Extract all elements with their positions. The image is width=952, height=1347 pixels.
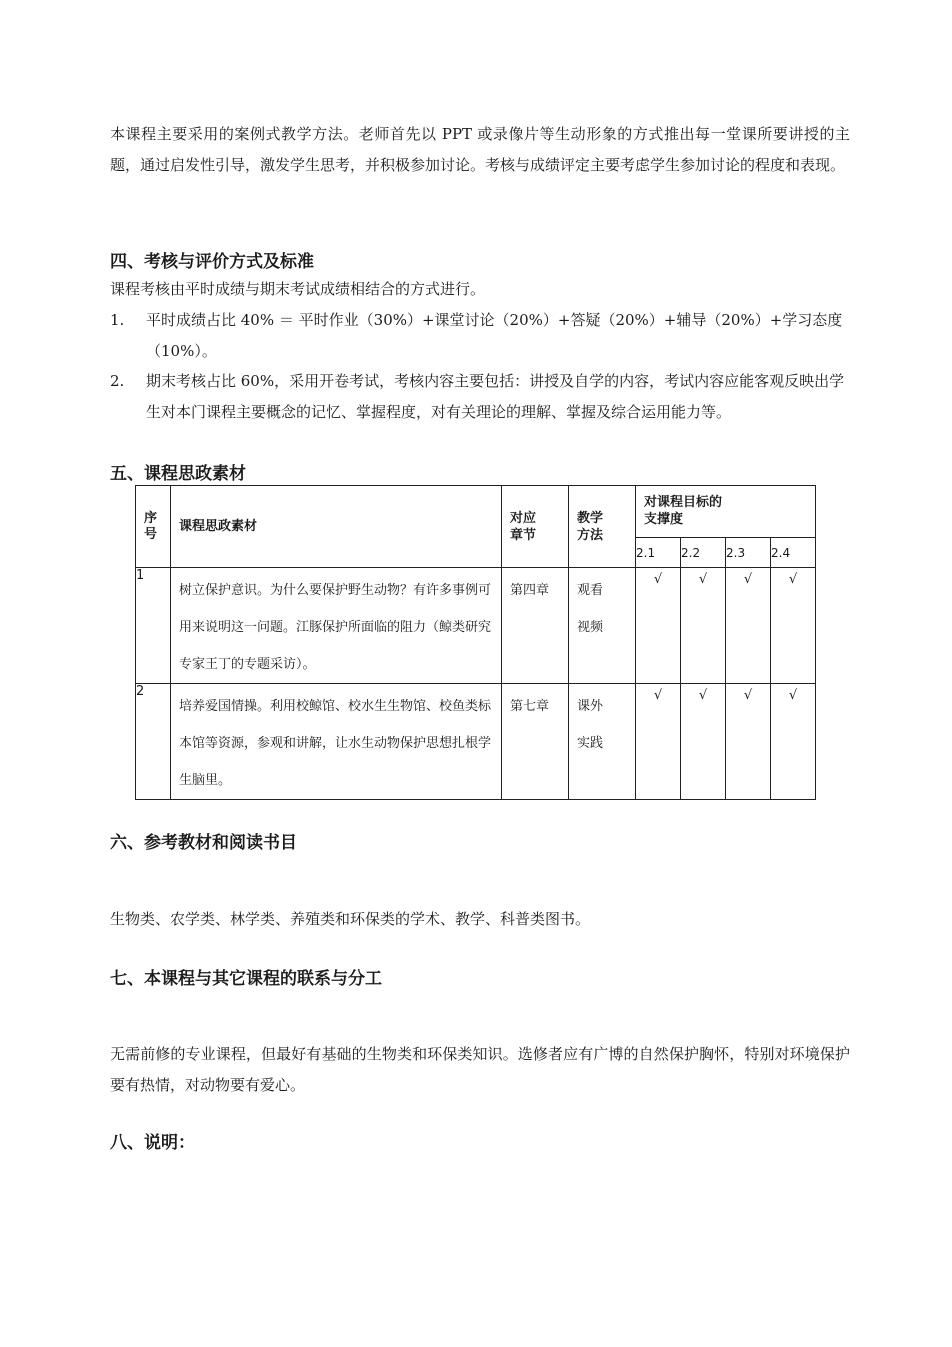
row-chapter: 第七章 (502, 684, 569, 800)
header-material: 课程思政素材 (171, 486, 502, 568)
header-method: 教学方法 (569, 486, 636, 568)
goal-header-2-1: 2.1 (636, 538, 681, 568)
ideology-materials-table (135, 485, 816, 800)
section6-text: 生物类、农学类、林学类、养殖类和环保类的学术、教学、科普类图书。 (110, 910, 591, 928)
assessment-item-1 (110, 305, 850, 367)
row-num: 1 (136, 568, 171, 684)
section5-heading: 五、课程思政素材 (110, 464, 246, 484)
goal-header-2-2: 2.2 (681, 538, 726, 568)
section6-heading: 六、参考教材和阅读书目 (110, 833, 297, 853)
header-chapter: 对应章节 (502, 486, 569, 568)
list-text: 平时成绩占比 40% ＝ 平时作业（30%）+课堂讨论（20%）+答疑（20%）+辅导（20%）+学习态度（10%）。 (146, 311, 843, 360)
check-mark: √ (636, 568, 681, 684)
header-support: 对课程目标的支撑度 (636, 486, 816, 538)
row-material: 树立保护意识。为什么要保护野生动物？有许多事例可用来说明这一问题。江豚保护所面临的阻力（鲸类研究专家王丁的专题采访）。 (171, 568, 502, 684)
row-chapter: 第四章 (502, 568, 569, 684)
list-number: 2. (110, 372, 125, 390)
goal-header-2-4: 2.4 (771, 538, 816, 568)
assessment-item-2 (110, 366, 850, 428)
goal-header-2-3: 2.3 (726, 538, 771, 568)
check-mark: √ (771, 568, 816, 684)
row-num: 2 (136, 684, 171, 800)
section4-heading: 四、考核与评价方式及标准 (110, 252, 314, 272)
check-mark: √ (681, 684, 726, 800)
intro-paragraph: 本课程主要采用的案例式教学方法。老师首先以 PPT 或录像片等生动形象的方式推出每一堂课所要讲授的主题，通过启发性引导，激发学生思考，并积极参加讨论。考核与成绩评定主要考虑学生参加讨论的程度和表现。 (110, 125, 850, 174)
table-row (136, 568, 816, 684)
check-mark: √ (726, 684, 771, 800)
check-mark: √ (681, 568, 726, 684)
section7-text: 无需前修的专业课程，但最好有基础的生物类和环保类知识。选修者应有广博的自然保护胸怀，特别对环境保护要有热情，对动物要有爱心。 (110, 1045, 850, 1094)
list-number: 1. (110, 311, 125, 329)
section8-heading: 八、说明： (110, 1133, 195, 1153)
table-row (136, 684, 816, 800)
check-mark: √ (771, 684, 816, 800)
section4-intro: 课程考核由平时成绩与期末考试成绩相结合的方式进行。 (110, 280, 486, 298)
check-mark: √ (726, 568, 771, 684)
header-num: 序号 (136, 486, 171, 568)
row-method: 观看视频 (569, 568, 636, 684)
row-material: 培养爱国情操。利用校鲸馆、校水生生物馆、校鱼类标本馆等资源，参观和讲解，让水生动物保护思想扎根学生脑里。 (171, 684, 502, 800)
list-text: 期末考核占比 60%，采用开卷考试，考核内容主要包括：讲授及自学的内容，考试内容应能客观反映出学生对本门课程主要概念的记忆、掌握程度，对有关理论的理解、掌握及综合运用能力等。 (146, 372, 845, 421)
section7-heading: 七、本课程与其它课程的联系与分工 (110, 969, 382, 989)
check-mark: √ (636, 684, 681, 800)
row-method: 课外实践 (569, 684, 636, 800)
